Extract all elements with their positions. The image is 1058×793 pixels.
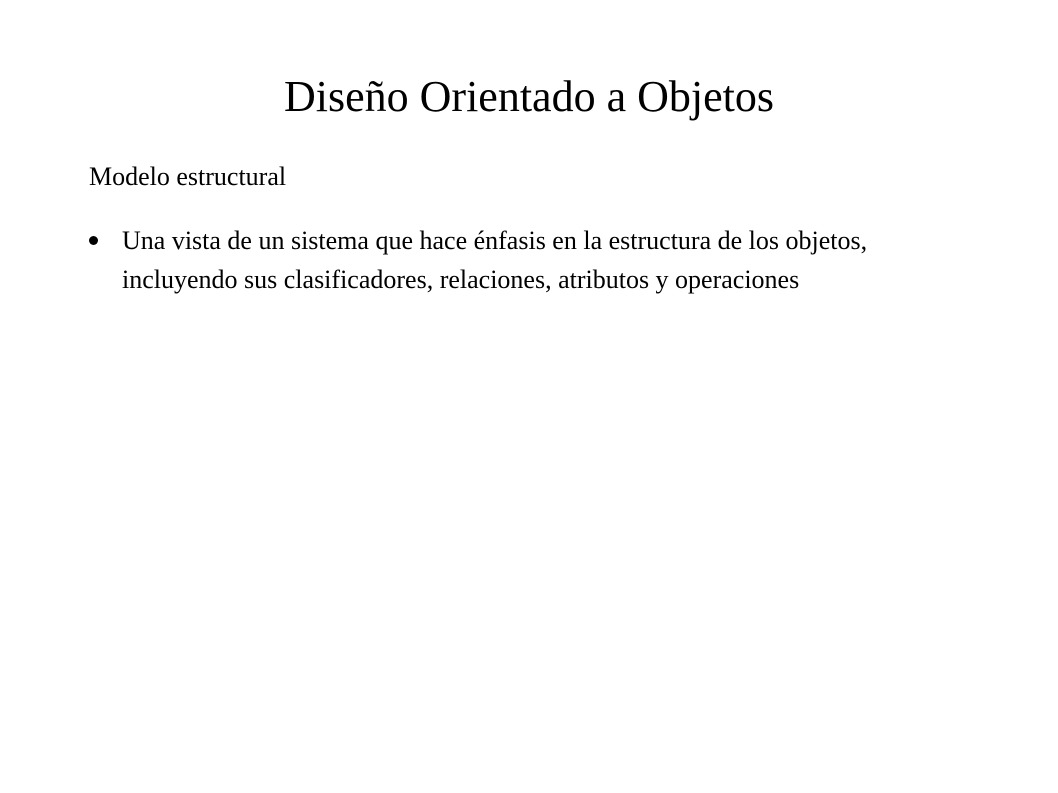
bullet-text: Una vista de un sistema que hace énfasis en la estructura de los objetos, incluyendo sus clasificadores, relaciones, atributos y operaciones <box>122 226 868 294</box>
slide-subtitle: Modelo estructural <box>89 162 287 191</box>
bullet-list <box>0 221 1058 299</box>
slide-title: Diseño Orientado a Objetos <box>284 72 774 121</box>
bullet-item <box>0 221 932 299</box>
bullet-dot-icon <box>89 236 98 245</box>
